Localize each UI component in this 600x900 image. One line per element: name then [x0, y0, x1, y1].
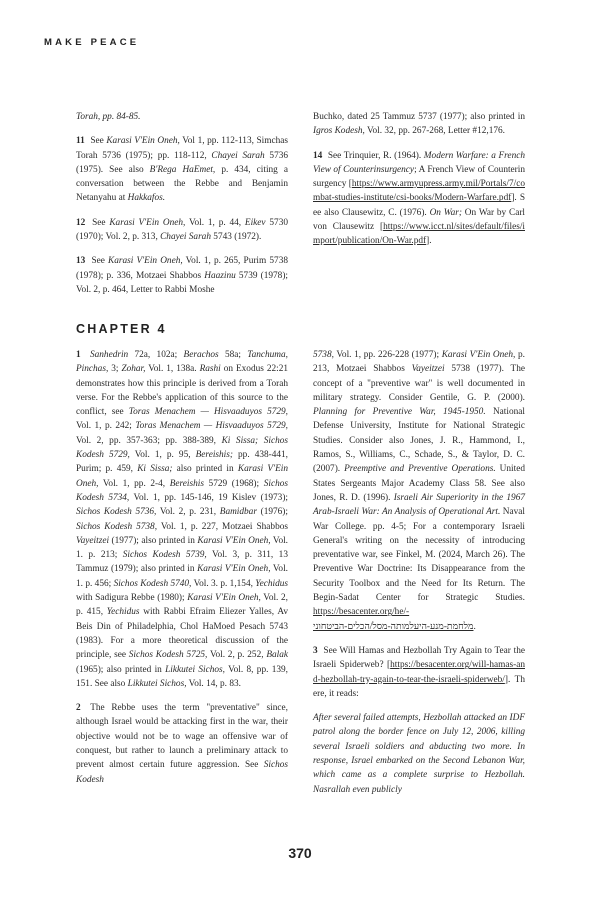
note-10-continuation: Torah, pp. 84-85.: [76, 112, 141, 122]
ch4-note-3: 3 See Will Hamas and Hezbollah Try Again to Tear the Israeli Spiderweb? [https://besacenter.org/will-hamas-and-hezbollah-try-again-to-tear-the-israeli-spiderweb/]. There, it reads:: [313, 645, 525, 699]
chapter-heading: CHAPTER 4: [76, 322, 167, 336]
top-left-column: [76, 110, 288, 307]
link-modern-warfare[interactable]: https://www.armyupress.army.mil/Portals/7/combat-studies-institute/csi-books/Modern-Warfare.pdf: [313, 179, 525, 204]
note-13: 13 See Karasi V'Ein Oneh, Vol. 1, p. 265, Purim 5738 (1978); p. 336, Motzaei Shabbos Haazinu 5739 (1978); Vol. 2, p. 464, Letter to Rabbi Moshe: [76, 256, 288, 295]
bottom-right-column: [313, 348, 525, 807]
ch4-note-1: 1 Sanhedrin 72a, 102a; Berachos 58a; Tanchuma, Pinchas, 3; Zohar, Vol. 1, 138a. Rashi on Exodus 22:21 demonstrates how this principle is derived from a Torah verse. For the Rebbe's application of this source to the conflict, see Toras Menachem — Hisvaaduyos 5729, Vol. 1, p. 242; Toras Menachem — Hisvaaduyos 5729, Vol. 2, pp. 357-363; pp. 388-389, Ki Sissa; Sichos Kodesh 5729, Vol. 1, p. 95, Bereishis; pp. 438-441, Purim; p. 459, Ki Sissa; also printed in Karasi V'Ein Oneh, Vol. 1, pp. 2-4, Bereishis 5729 (1968); Sichos Kodesh 5734, Vol. 1, pp. 145-146, 19 Kislev (1973); Sichos Kodesh 5736, Vol. 2, p. 231, Bamidbar (1976); Sichos Kodesh 5738, Vol. 1, p. 227, Motzaei Shabbos Vayeitzei (1977); also printed in Karasi V'Ein Oneh, Vol. 1. p. 213; Sichos Kodesh 5739, Vol. 3, p. 311, 13 Tammuz (1979); also printed in Karasi V'Ein Oneh, Vol. 1. p. 456; Sichos Kodesh 5740, Vol. 3. p. 1,154, Yechidus with Sadigura Rebbe (1980); Karasi V'Ein Oneh, Vol. 2, p. 415, Yechidus with Rabbi Efraim Eliezer Yalles, Av Beis Din of Philadelphia, Chol HaMoed Pesach 5743 (1983). For a more theoretical discussion of the principle, see Sichos Kodesh 5725, Vol. 2, p. 252, Balak (1965); also printed in Likkutei Sichos, Vol. 8, pp. 139, 151. See also Likkutei Sichos, Vol. 14, p. 83.: [76, 350, 289, 689]
ch4-note-2: 2 The Rebbe uses the term "preventative" since, although Israel would be attacking first in the war, their objective would not be to wage an offensive war of conquest, but rather to launch a preliminary attack to prevent almost certain future aggression. See Sichos Kodesh: [76, 703, 288, 785]
ch4-note-2-continuation: 5738, Vol. 1, pp. 226-228 (1977); Karasi V'Ein Oneh, p. 213, Motzaei Shabbos Vayeitzei 5738 (1977). The concept of a "preventive war" is well documented in military strategy. Consider Gentile, G. P. (2000). Planning for Preventive War, 1945-1950. National Defense University, Institute for National Strategic Studies. Consider also Jones, J. R., Hammond, I., Ramos, S., Williams, C., Schade, S., & Taylor, D. C. (2007). Preemptive and Preventive Operations. United States Sergeants Major Academy Class 58. See also Jones, R. D. (1996). Israeli Air Superiority in the 1967 Arab-Israeli War: An Analysis of Operational Art. Naval War College. pp. 4-5; For a contemporary Israeli General's writing on the necessity of introducing preventative war, see Finkel, M. (2024, March 26). The Preventive War Doctrine: Its Disappearance from the Security Toolbox and the Need for Its Return. The Begin-Sadat Center for Strategic Studies. https://besacenter.org/he/-מלחמת-מנע-היעלמותה-מסל/הכלים-הביטחוני.: [313, 350, 525, 632]
note-13-continuation: Buchko, dated 25 Tammuz 5737 (1977); also printed in Igros Kodesh, Vol. 32, pp. 267-268, Letter #12,176.: [313, 112, 525, 137]
link-on-war[interactable]: https://www.icct.nl/sites/default/files/import/publication/On-War.pdf: [313, 222, 525, 247]
page-number: 370: [288, 845, 312, 861]
note-14: 14 See Trinquier, R. (1964). Modern Warfare: a French View of Counterinsurgency; A French View of Counterinsurgency [https://www.armyupress.army.mil/Portals/7/combat-studies-institute/csi-books/Modern-Warfare.pdf]. See also Clausewitz, C. (1976). On War; On War by Carl von Clausewitz [https://www.icct.nl/sites/default/files/import/publication/On-War.pdf].: [313, 150, 526, 247]
running-head: MAKE PEACE: [44, 37, 140, 48]
top-right-column: [313, 110, 525, 259]
note-11: 11 See Karasi V'Ein Oneh, Vol 1, pp. 112-113, Simchas Torah 5736 (1975); pp. 118-112, Chayei Sarah 5736 (1975). See also B'Rega HaEmet, p. 434, citing a conversation between the Rebbe and Benjamin Netanyahu at Hakkafos.: [76, 136, 289, 204]
link-besa-spiderweb[interactable]: https://besacenter.org/will-hamas-and-hezbollah-try-again-to-tear-the-israeli-spiderweb/: [313, 660, 525, 685]
bottom-left-column: [76, 348, 288, 797]
link-besa-hebrew[interactable]: https://besacenter.org/he/-מלחמת-מנע-היעלמותה-מסל/הכלים-הביטחוני: [313, 607, 474, 632]
note-12: 12 See Karasi V'Ein Oneh, Vol. 1, p. 44, Eikev 5730 (1970); Vol. 2, p. 313, Chayei Sarah 5743 (1972).: [76, 217, 288, 243]
block-quote: After several failed attempts, Hezbollah attacked an IDF patrol along the border fence on July 12, 2006, killing several Israeli soldiers and abducting two more. In response, Israel embarked on the Second Lebanon War, which came as a complete surprise to Hezbollah. Nasrallah even publicly: [313, 713, 525, 795]
